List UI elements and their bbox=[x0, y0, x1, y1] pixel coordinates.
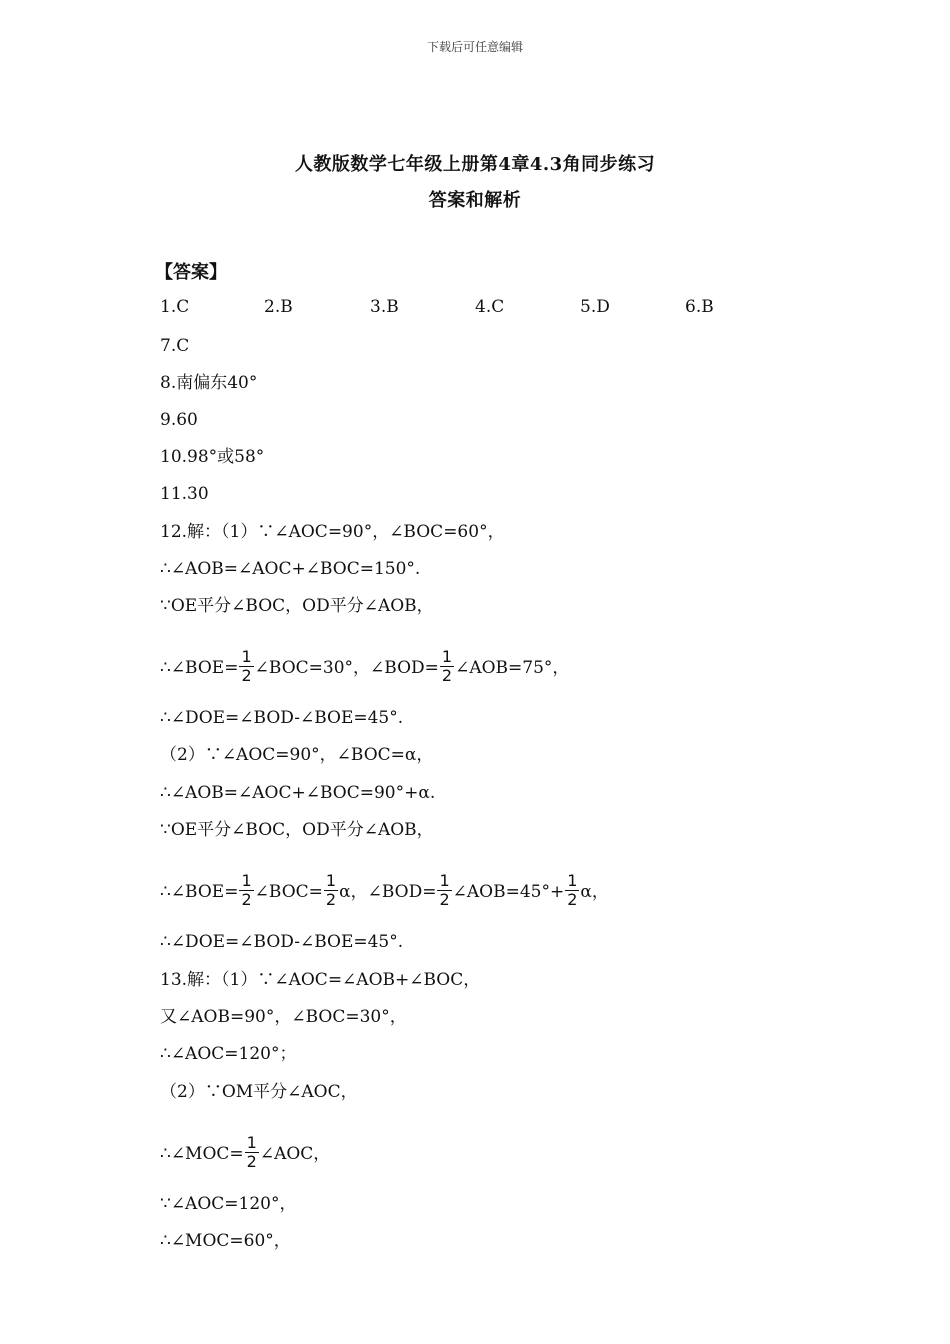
text-segment: ∠BOC= bbox=[254, 882, 323, 902]
q13-line-7: ∴∠MOC=60°， bbox=[160, 1231, 291, 1251]
text-segment: ∠BOC=30°，∠BOD= bbox=[254, 658, 439, 678]
answer-section-heading: 【答案】 bbox=[155, 262, 227, 283]
fraction-denominator: 2 bbox=[439, 890, 450, 909]
fraction-numerator: 1 bbox=[325, 871, 337, 890]
answer-7: 7.C bbox=[160, 336, 190, 356]
text-segment: ∠AOC， bbox=[259, 1144, 331, 1164]
q13-line-3: ∴∠AOC=120°； bbox=[160, 1044, 297, 1064]
q12-line-9 bbox=[160, 871, 609, 911]
fraction-denominator: 2 bbox=[441, 666, 453, 685]
fraction-denominator: 2 bbox=[325, 890, 337, 909]
fraction-numerator: 1 bbox=[439, 871, 450, 890]
fraction-numerator: 1 bbox=[441, 647, 453, 666]
fraction-denominator: 2 bbox=[241, 890, 252, 909]
fraction-numerator: 1 bbox=[241, 647, 252, 666]
q12-line-1: 12.解：（1）∵∠AOC=90°，∠BOC=60°， bbox=[160, 522, 505, 542]
fraction-denominator: 2 bbox=[241, 666, 252, 685]
q12-line-6: （2）∵∠AOC=90°，∠BOC=α， bbox=[160, 745, 434, 765]
answer-10: 10.98°或58° bbox=[160, 447, 265, 467]
fraction-denominator: 2 bbox=[567, 890, 578, 909]
q13-line-4: （2）∵OM平分∠AOC， bbox=[160, 1082, 358, 1102]
text-segment: α，∠BOD= bbox=[339, 882, 437, 902]
text-segment: ∴∠BOE= bbox=[160, 882, 239, 902]
q12-line-10: ∴∠DOE=∠BOD-∠BOE=45°. bbox=[160, 932, 404, 952]
fraction-one-half bbox=[324, 872, 338, 909]
answer-item: 4.C bbox=[475, 297, 505, 317]
text-segment: ∴∠BOE= bbox=[160, 658, 239, 678]
answer-item: 2.B bbox=[264, 297, 293, 317]
document-title: 人教版数学七年级上册第4章4.3角同步练习 bbox=[294, 154, 656, 175]
q13-line-5 bbox=[160, 1133, 331, 1173]
fraction-one-half bbox=[245, 1134, 259, 1171]
answer-8: 8.南偏东40° bbox=[160, 373, 258, 393]
fraction-one-half bbox=[440, 648, 454, 685]
answer-11: 11.30 bbox=[160, 484, 209, 504]
q13-line-6: ∵∠AOC=120°， bbox=[160, 1194, 297, 1214]
document-subtitle: 答案和解析 bbox=[428, 190, 522, 211]
fraction-numerator: 1 bbox=[241, 871, 252, 890]
answer-item: 5.D bbox=[580, 297, 610, 317]
answer-row bbox=[160, 297, 800, 321]
fraction-numerator: 1 bbox=[246, 1133, 257, 1152]
q13-line-2: 又∠AOB=90°，∠BOC=30°， bbox=[160, 1007, 407, 1027]
q12-line-8: ∵OE平分∠BOC，OD平分∠AOB， bbox=[160, 820, 434, 840]
q12-line-3: ∵OE平分∠BOC，OD平分∠AOB， bbox=[160, 596, 434, 616]
fraction-one-half bbox=[437, 872, 451, 909]
answer-item: 6.B bbox=[685, 297, 714, 317]
text-segment: ∠AOB=75°， bbox=[455, 658, 570, 678]
answer-item: 1.C bbox=[160, 297, 190, 317]
fraction-one-half bbox=[565, 872, 579, 909]
q12-line-5: ∴∠DOE=∠BOD-∠BOE=45°. bbox=[160, 708, 404, 728]
answer-9: 9.60 bbox=[160, 410, 198, 430]
q13-line-1: 13.解：（1）∵∠AOC=∠AOB+∠BOC， bbox=[160, 970, 481, 990]
fraction-one-half bbox=[239, 872, 253, 909]
answer-item: 3.B bbox=[370, 297, 399, 317]
fraction-denominator: 2 bbox=[246, 1152, 257, 1171]
text-segment: ∠AOB=45°+ bbox=[452, 882, 565, 902]
q12-line-2: ∴∠AOB=∠AOC+∠BOC=150°. bbox=[160, 559, 421, 579]
fraction-numerator: 1 bbox=[567, 871, 578, 890]
fraction-one-half bbox=[239, 648, 253, 685]
text-segment: ∴∠MOC= bbox=[160, 1144, 244, 1164]
q12-line-4 bbox=[160, 647, 570, 687]
text-segment: α， bbox=[580, 882, 609, 902]
header-note: 下载后可任意编辑 bbox=[426, 40, 523, 54]
q12-line-7: ∴∠AOB=∠AOC+∠BOC=90°+α. bbox=[160, 783, 436, 803]
